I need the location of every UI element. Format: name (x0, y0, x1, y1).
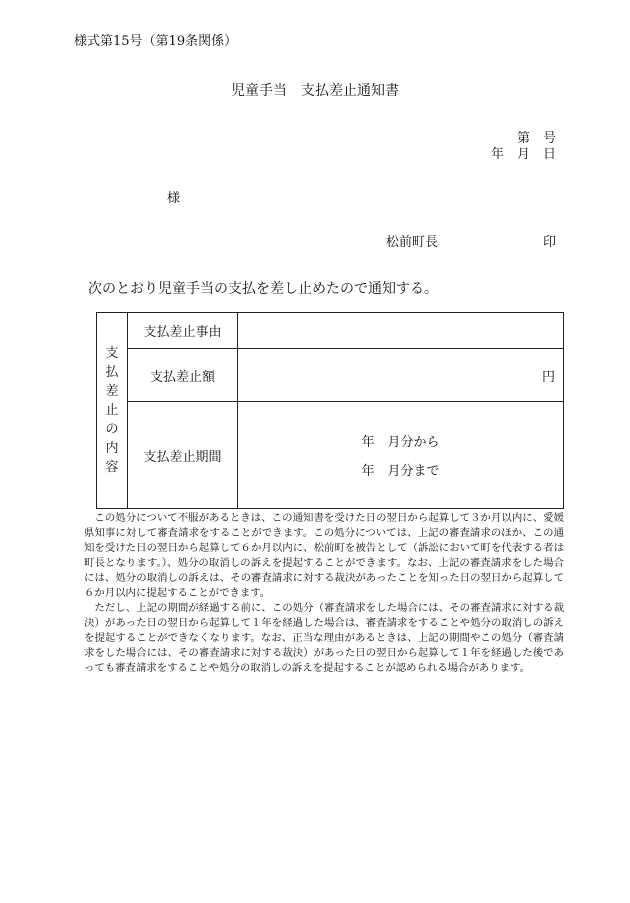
recipient-suffix: 様 (167, 191, 181, 206)
suspension-details-table (96, 312, 564, 509)
notice-text: 次のとおり児童手当の支払を差し止めたので通知する。 (88, 281, 438, 297)
group-label-char: の (105, 422, 119, 437)
form-number: 様式第15号（第19条関係） (74, 34, 238, 49)
group-label-char: 止 (105, 403, 119, 418)
reason-label: 支払差止事由 (128, 313, 238, 349)
group-label-char: 支 (105, 346, 119, 361)
group-label-char: 払 (105, 365, 119, 380)
group-label-char: 内 (105, 441, 119, 456)
group-label-char: 差 (105, 384, 119, 399)
document-date: 年 月 日 (490, 147, 556, 162)
amount-label: 支払差止額 (128, 349, 238, 402)
period-from: 年 月分から (361, 435, 440, 450)
appeal-instructions (84, 511, 564, 676)
seal-mark: 印 (542, 235, 556, 250)
group-label (97, 313, 128, 509)
appeal-paragraph-1: この処分について不服があるときは、この通知書を受けた日の翌日から起算して３か月以内に、愛媛県知事に対して審査請求をすることができます。この処分については、上記の審査請求のほか、この通知を受けた日の翌日から起算して６か月以内に、松前町を被告として（訴訟において町を代表する者は町長となります。）、処分の取消しの訴えを提起することができます。なお、上記の審査請求をした場合には、処分の取消しの訴えは、その審査請求に対する裁決があったことを知った日の翌日から起算して６か月以内に提起することができます。 (84, 512, 564, 599)
document-number: 第 号 (516, 131, 556, 146)
period-label: 支払差止期間 (128, 402, 238, 509)
document-title: 児童手当 支払差止通知書 (231, 83, 399, 99)
amount-value (238, 349, 564, 402)
document-number-block (491, 131, 556, 163)
period-value (238, 402, 564, 509)
period-to: 年 月分まで (361, 464, 440, 479)
issuer-name: 松前町長 (386, 235, 439, 250)
reason-value (238, 313, 564, 349)
yen-unit: 円 (541, 369, 555, 385)
group-label-char: 容 (105, 460, 119, 475)
appeal-paragraph-2: ただし、上記の期間が経過する前に、この処分（審査請求をした場合には、その審査請求に対する裁決）があった日の翌日から起算して１年を経過した場合は、審査請求をすることや処分の取消しの訴えを提起することができなくなります。なお、正当な理由があるときは、上記の期間やこの処分（審査請求をした場合には、その審査請求に対する裁決）があった日の翌日から起算して１年を経過した後であっても審査請求をすることや処分の取消しの訴えを提起することが認められる場合があります。 (84, 602, 564, 674)
